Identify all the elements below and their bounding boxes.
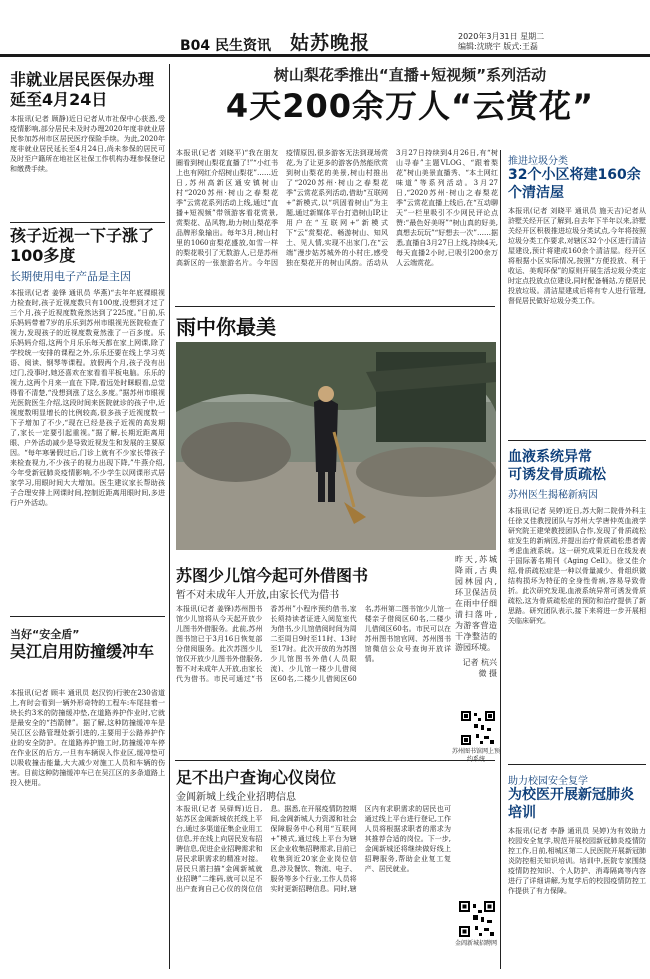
story-crash-kicker: 当好“安全盾”	[10, 628, 80, 641]
paper-logo: 姑苏晚报	[290, 32, 371, 54]
divider	[508, 440, 646, 441]
jobs-qr-graphic	[458, 900, 496, 938]
story-insurance-body: 本报讯(记者 顾静)近日记者从市社保中心获悉,受疫情影响,部分居民未及时办理2020年度非就业居民参加苏州市区居民医疗保险手续。为此,2020年度非就业居民延长至4月24日,尚未参保的居民可及时至户籍所在地社区社保工作机构办理参保登记和缴费手续。	[10, 115, 165, 173]
story-insurance-headline: 非就业居民医保办理延至4月24日	[10, 70, 155, 109]
story-myopia-headline: 孩子近视一下子涨了100多度	[10, 226, 155, 265]
rain-caption: 昨天,苏城降雨,古典园林园内,环卫保洁员在雨中仔细清扫落叶,为游客营造干净整洁的游园环境。	[455, 555, 497, 652]
library-headline: 苏图少儿馆今起可外借图书	[176, 566, 369, 585]
lead-kicker: 树山梨花季推出“直播+短视频”系列活动	[273, 66, 547, 84]
page-label: B04 民生资讯	[180, 38, 272, 54]
training-headline: 为校医开展新冠肺炎培训	[508, 787, 634, 821]
jobs-body: 本报讯(记者 吴驿辉)近日,姑苏区金阊新城依托线上平台,通过多渠道征集企业用工信息,并在线上向居民发布招聘信息,促进企业招聘需求和居民求职需求的精准对接。居民只需扫描“金阊新城就业招聘”二维码,就可以足不出户查询自己心仪的岗位信息。据悉,在开展疫情防控期间,金阊新城人力资源和社会保障服务中心利用“互联网+”模式,通过线上平台为辖区企业收集招聘需求,目前已收集到近20家企业岗位信息,涉及餐饮、物流、电子、服务等多个行业,工作人员将实时更新招聘信息。同时,辖区内有求职需求的居民也可通过线上平台进行登记,工作人员将根据求职者的需求为其推荐合适的岗位。下一步,金阊新城还将继续做好线上招聘服务,帮助企业复工复产、居民就业。	[176, 805, 451, 893]
library-qr-graphic	[460, 710, 496, 746]
story-myopia-body: 本报讯(记者 姜锋 通讯员 华燕)“去年年底裸眼视力检查时,孩子近视度数只有100度,没想到才过了三个月,孩子近视度数竟然达到了225度。”日前,乐乐妈妈带着7岁的乐乐到苏州市眼视光医院检查了视力,发现孩子的近视度数竟然涨了一百多度。乐乐妈妈介绍,这两个月乐乐每天都在家上网课,除了学校统一安排的课程之外,乐乐还要在线上学习英语、阅读、钢琴等课程。放假两个月,孩子没有出过门,没事时,她还喜欢在家看看平板电脑。乐乐的视力,这两个月来一直在下降,看远处时眯眼看,总觉得看不清楚,“没想到涨了这么多度。”据苏州市眼视光医院医生介绍,这段时间来医院就诊的孩子中,近视度数明显增长的比例较高,很多孩子近视度数一下子增加了不少,“现在已经是孩子近视的高发期了,家长一定要引起重视。”据了解,长期近距离用眼、户外活动减少是导致近视发生和发展的主要原因。“每年寒暑假过后,门诊上就有不少家长带孩子来检查视力,不少孩子的视力出现下降,”牛燕介绍,今年受新冠肺炎疫情影响,不少学生以网课形式居家学习,用眼时间大大增加。医生建议家长帮助孩子合理安排上网课时间,控制近距离用眼时间,多进行户外活动。	[10, 289, 165, 507]
trash-body: 本报讯(记者 刘晓平 通讯员 施天吉)记者从浒墅关经开区了解到,自去年下半年以来,浒墅关经开区积极推进垃圾分类试点,今年将按照垃圾分类工作要求,对辖区32个小区进行清洁屋建设,预计将建成160余个清洁屋。经开区将根据小区实际情况,按照“方便投放、利于收运、美观环保”的原则开展生活垃圾分类定时定点投放点位建设,同时配备桶站,方便居民投放垃圾。清洁屋建成后将有专人进行管理,督促居民做好垃圾分类工作。	[508, 207, 646, 305]
library-subhead: 暂不对未成年人开放,由家长代为借书	[176, 590, 340, 601]
bone-headline: 可诱发骨质疏松	[508, 467, 606, 483]
column-rule-left	[169, 64, 170, 969]
story-crash-body: 本报讯(记者 顾丰 通讯员 赵汉钧)行驶在230省道上,有时会看到一辆外形奇特的工程车:车尾挂着一块长约3米的防撞缓冲垫,在道路养护作业时,它就是最安全的“挡箭牌”。据了解,这种防撞缓冲车是吴江区公路管理处新引进的,主要用于公路养护作业的安全防护。在道路养护施工时,防撞缓冲车停在作业区的后方,一旦有车辆误入作业区,缓冲垫可以吸收撞击能量,大大减少对施工人员和车辆的伤害。目前这种防撞缓冲车已在吴江区的多条道路上投入使用。	[10, 689, 165, 787]
trash-headline: 32个小区将建160余个清洁屋	[508, 167, 641, 201]
trash-kicker: 推进垃圾分类	[508, 156, 568, 167]
divider	[10, 222, 165, 223]
divider	[10, 616, 165, 617]
bone-kicker: 血液系统异常	[508, 449, 592, 465]
date-line	[458, 32, 638, 52]
jobs-qr-caption: 金阊新城招聘网	[454, 940, 497, 947]
jobs-subhead: 金阊新城上线企业招聘信息	[176, 792, 296, 803]
training-body: 本报讯(记者 李静 通讯员 吴婷)为有效助力校园安全复学,规范开展校园新冠肺炎疫情防控工作,日前,相城区第二人民医院开展新冠肺炎防控相关知识培训。培训中,医院专家围绕疫情防控知识、个人防护、消毒隔离等内容进行了详细讲解,为复学后的校园疫情防控工作提供了有力保障。	[508, 827, 646, 895]
library-qr-caption: 苏州图书馆网上预	[452, 748, 501, 755]
rain-photo	[176, 342, 496, 550]
rain-headline: 雨中你最美	[176, 315, 276, 339]
lead-body: 本报讯(记者 刘晓平)“我在朋友圈看到树山梨花直播了!”“小红书上也有网红介绍树山梨花”……近日,苏州高新区通安镇树山村“2020苏州·树山之春梨花季”云赏花系列活动上线,通过“直播+短视频”带领游客看花赏景,赏梨花、品风物,助力树山梨花季品牌形象输出。每年3月,树山村里的1060亩梨花盛放,如雪一样的梨花吸引了无数游人,已是苏州高新区的一张旅游名片。今年因疫情原因,很多游客无法到现场赏花,为了让更多的游客仍然能欣赏到树山梨花的美景,树山村推出了“2020苏州·树山之春梨花季”云赏花系列活动,借助“互联网+”新模式,以“巩固看树山”为主题,通过新媒体平台打造树山IP,让用户在“互联网+”新模式下“云”赏梨花、畅游树山、知风土、见人情,实现不出家门,在“云端”漫步姑苏城外的小村庄,感受独在梨花开的树山风韵。活动从3月27日持续到4月26日,有“树山寻春”主题VLOG、“跟着梨花”树山美景直播秀、“本土网红味道”等系列活动。3月27日,“2020苏州·树山之春梨花季”云赏花直播上线后,在“互动聊天”一栏里吸引不少网民评论点赞:“最色好美呀”“树山真的好美,真想去玩玩”“好想去一次”……据悉,直播自3月27日上线,持续4天,每天直播2小时,已吸引200余万人云端赏花。	[176, 149, 498, 267]
rain-credit: 记者 杭兴微 摄	[462, 658, 497, 678]
story-crash-headline: 吴江启用防撞缓冲车	[10, 642, 155, 661]
divider	[508, 764, 646, 765]
jobs-qr-code[interactable]	[458, 900, 496, 938]
editor-credit: 编辑:沈晓宇 版式:王磊	[458, 42, 538, 51]
story-myopia-subhead: 长期使用电子产品是主因	[10, 270, 131, 283]
library-qr-code[interactable]	[460, 710, 496, 746]
divider	[175, 306, 495, 307]
bone-subhead: 苏州医生揭秘新病因	[508, 490, 598, 501]
lead-headline: 4天200余万人“云赏花”	[225, 87, 595, 125]
training-kicker: 助力校园安全复学	[508, 776, 588, 787]
column-rule-right	[500, 150, 501, 969]
bone-body: 本报讯(记者 吴婷)近日,苏大附二院骨外科主任徐又佳教授团队与苏州大学唐仲英血液学研究院王建荣教授团队合作,发现了骨质疏松症发生的新病因,并提出治疗骨质疏松患者需考虑血液系统。这一研究成果近日在线发表于国际著名期刊《Aging Cell》。徐又佳介绍,骨质疏松症是一种以骨量减少、骨组织微结构损坏为特征的全身性骨病,容易导致骨折。此次研究发现,血液系统异常可诱发骨质疏松,这为骨质疏松症的预防和治疗提供了新思路。研究团队表示,接下来将进一步开展相关临床研究。	[508, 507, 646, 625]
issue-date: 2020年3月31日 星期二	[458, 32, 545, 41]
library-body: 本报讯(记者 姜锋)苏州图书馆少儿馆将从今天起开放少儿图书外借服务。此前,苏州图书馆已于3月16日恢复部分借阅服务。此次苏图少儿馆仅开放少儿图书外借服务,暂不对未成年人开放,由家长代为借书。市民可通过“书香苏州”小程序预约借书,家长须持读者证进入阅览室代为借书,少儿馆借阅时间为周二至周日9时至11时、13时至17时。此次开放的为苏图少儿馆图书外借(人员限流)、少儿馆一楼少儿借阅区60名,二楼少儿借阅区60名,苏州第二图书馆少儿馆一楼亲子借阅区60名,二楼少儿借阅区60名。市民可以在苏州图书馆官网、苏州图书馆微信公众号查询开放详情。	[176, 605, 451, 683]
rain-photo-illustration	[176, 342, 496, 550]
divider	[175, 760, 495, 761]
jobs-headline: 足不出户查询心仪岗位	[176, 768, 337, 787]
masthead-rule	[0, 54, 650, 57]
